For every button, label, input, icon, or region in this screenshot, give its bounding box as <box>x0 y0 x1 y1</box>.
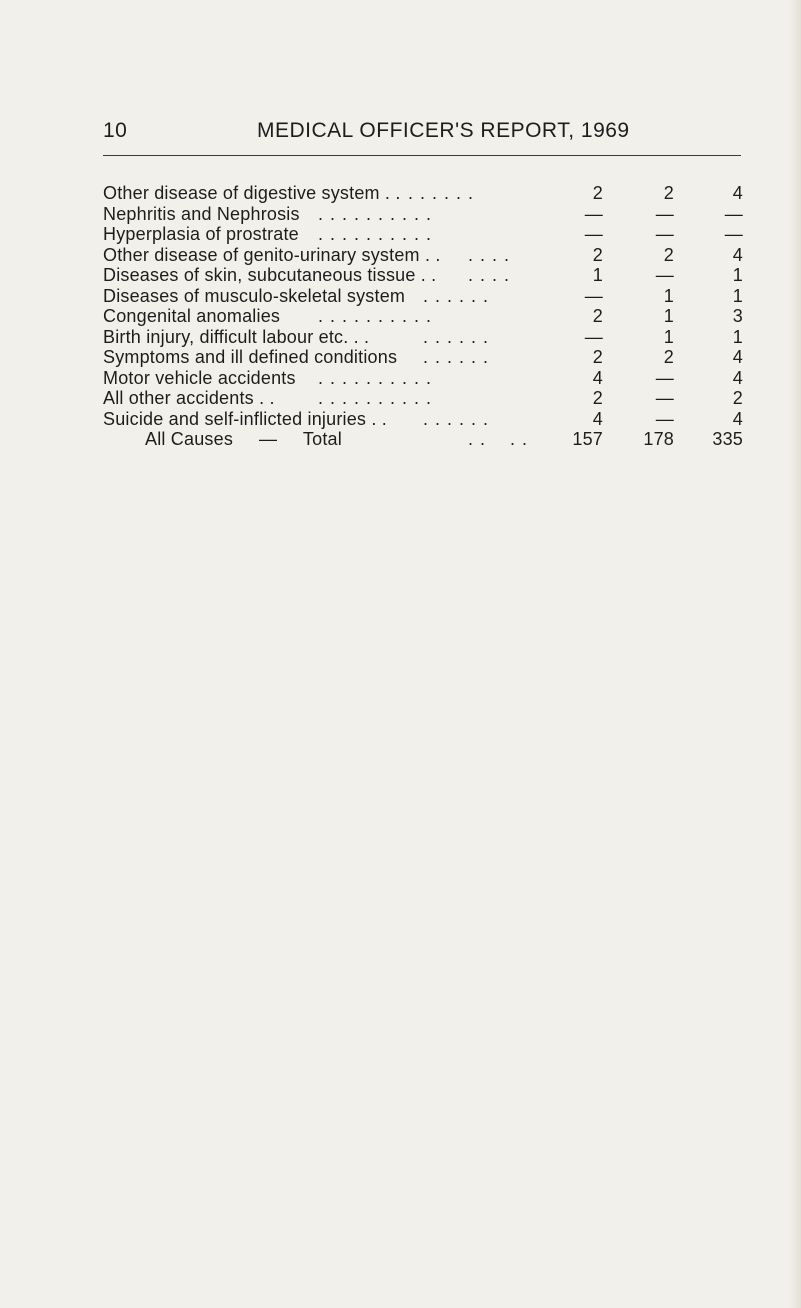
value-col-3: 2 <box>732 388 743 408</box>
value-col-2: — <box>655 367 674 388</box>
table-row <box>103 265 743 286</box>
dot-leaders: . . . . . . . . . . <box>318 306 433 326</box>
value-col-1: 2 <box>592 347 603 367</box>
value-col-2: 1 <box>663 306 674 326</box>
value-col-1: 1 <box>592 265 603 285</box>
dot-leaders: . . . . . . <box>423 326 490 347</box>
cause-label: Other disease of digestive system . . <box>103 183 401 203</box>
total-row <box>103 429 743 450</box>
value-col-1: 4 <box>592 408 603 429</box>
cause-label: Nephritis and Nephrosis <box>103 203 300 224</box>
total-label: All Causes — Total <box>145 429 342 449</box>
value-col-3: — <box>724 203 743 224</box>
table-row <box>103 327 743 348</box>
dot-leaders: . . . . . . . . . . <box>318 224 433 244</box>
table-row <box>103 245 743 266</box>
table-row <box>103 347 743 368</box>
value-col-3: 4 <box>732 408 743 429</box>
table-row <box>103 286 743 307</box>
total-col-3: 335 <box>712 429 743 449</box>
value-col-2: — <box>655 203 674 224</box>
value-col-1: 4 <box>592 367 603 388</box>
value-col-1: — <box>584 285 603 306</box>
value-col-3: 4 <box>732 347 743 367</box>
value-col-3: 4 <box>732 183 743 203</box>
cause-label: Other disease of genito-urinary system . . <box>103 244 441 265</box>
cause-label: Congenital anomalies <box>103 306 281 326</box>
dot-leaders: . . . . . . <box>423 347 490 367</box>
dot-leaders: . . . . . . <box>423 408 490 429</box>
dot-leaders: . . . . <box>468 244 511 265</box>
value-col-1: — <box>584 326 603 347</box>
header-rule <box>103 155 741 156</box>
value-col-3: 3 <box>732 306 743 326</box>
cause-label: Diseases of skin, subcutaneous tissue . . <box>103 265 437 285</box>
total-col-1: 157 <box>572 429 603 449</box>
value-col-1: 2 <box>592 244 603 265</box>
table-row <box>103 183 743 204</box>
value-col-2: — <box>655 388 674 408</box>
dot-leaders: . . . . . . <box>408 183 475 203</box>
value-col-2: 1 <box>663 285 674 306</box>
causes-of-death-table <box>103 183 743 450</box>
dot-leaders: . . . . <box>468 265 511 285</box>
dot-leaders: . . . . <box>468 429 529 449</box>
table-row <box>103 306 743 327</box>
value-col-3: 4 <box>732 244 743 265</box>
table-row <box>103 409 743 430</box>
value-col-2: 2 <box>663 347 674 367</box>
cause-label: Suicide and self-inflicted injuries . . <box>103 408 387 429</box>
value-col-1: 2 <box>592 388 603 408</box>
value-col-1: 2 <box>592 306 603 326</box>
value-col-1: — <box>584 224 603 244</box>
running-title: MEDICAL OFFICER'S REPORT, 1969 <box>257 119 630 142</box>
cause-label: Hyperplasia of prostrate <box>103 224 299 244</box>
table-row <box>103 224 743 245</box>
page-number: 10 <box>103 119 128 142</box>
cause-label: All other accidents . . <box>103 388 275 408</box>
cause-label: Motor vehicle accidents <box>103 367 296 388</box>
value-col-3: 1 <box>732 326 743 347</box>
page-edge-shadow <box>789 0 801 1308</box>
value-col-3: 1 <box>732 265 743 285</box>
value-col-2: 2 <box>663 244 674 265</box>
value-col-2: — <box>655 224 674 244</box>
table-row <box>103 368 743 389</box>
table-row <box>103 204 743 225</box>
value-col-1: — <box>584 203 603 224</box>
cause-label: Birth injury, difficult labour etc. . . <box>103 326 370 347</box>
value-col-2: 1 <box>663 326 674 347</box>
page-header <box>103 117 743 147</box>
value-col-2: 2 <box>663 183 674 203</box>
value-col-3: 4 <box>732 367 743 388</box>
cause-label: Symptoms and ill defined conditions <box>103 347 398 367</box>
dot-leaders: . . . . . . . . . . <box>318 203 433 224</box>
cause-label: Diseases of musculo-skeletal system <box>103 285 406 306</box>
value-col-1: 2 <box>592 183 603 203</box>
dot-leaders: . . . . . . . . . . <box>318 367 433 388</box>
value-col-3: — <box>724 224 743 244</box>
dot-leaders: . . . . . . <box>423 285 490 306</box>
table-row <box>103 388 743 409</box>
value-col-3: 1 <box>732 285 743 306</box>
dot-leaders: . . . . . . . . . . <box>318 388 433 408</box>
total-col-2: 178 <box>643 429 674 449</box>
value-col-2: — <box>655 408 674 429</box>
value-col-2: — <box>655 265 674 285</box>
